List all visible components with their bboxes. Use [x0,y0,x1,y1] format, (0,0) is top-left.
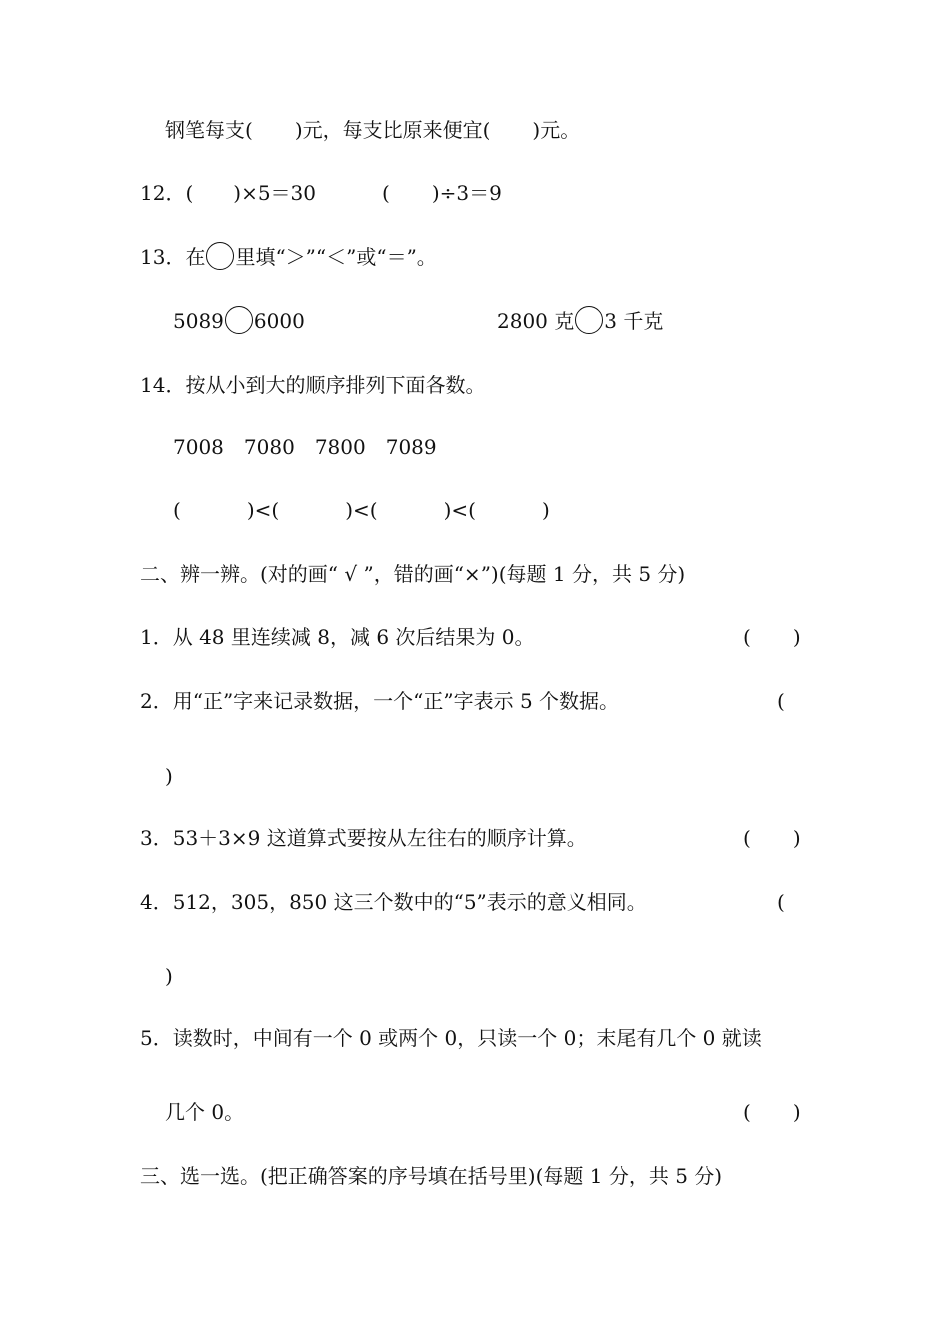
text: )<( [443,498,476,522]
circle-blank[interactable] [225,306,253,334]
judge-item-5-cont: 几个 0。 [165,1100,245,1124]
text: 6000 [253,309,305,333]
judge-item-2: 2．用“正”字来记录数据，一个“正”字表示 5 个数据。 [140,689,620,713]
text: )<( [345,498,378,522]
text: )×5＝30 [233,181,316,205]
judge-answer-3[interactable] [743,825,801,851]
judge-answer-2-close: ) [165,764,173,788]
question-14-numbers [173,434,437,460]
circle-blank[interactable] [575,306,603,334]
text: 13．在 [140,245,206,269]
text: )<( [246,498,280,522]
judge-item-1: 1．从 48 里连续减 8，减 6 次后结果为 0。 [140,625,535,649]
judge-answer-4-close: ) [165,964,173,988]
text: ) [792,1100,801,1124]
text: 里填“＞”“＜”或“＝”。 [235,245,437,269]
text: ( [743,1100,751,1124]
number: 7080 [243,435,295,459]
question-13-example-1 [173,308,305,334]
judge-answer-4-open[interactable]: ( [777,890,785,914]
number: 7008 [173,435,224,459]
section-3-title: 三、选一选。(把正确答案的序号填在括号里)(每题 1 分，共 5 分) [140,1164,723,1188]
question-11-continuation [165,117,580,143]
text: ) [541,498,550,522]
judge-answer-1[interactable] [743,624,801,650]
question-14-blanks [173,497,550,523]
text: ) [792,625,801,649]
section-2-title: 二、辨一辨。(对的画“ √ ”，错的画“×”)(每题 1 分，共 5 分) [140,562,686,586]
question-14: 14．按从小到大的顺序排列下面各数。 [140,373,486,397]
text: )÷3＝9 [431,181,502,205]
text: 5089 [173,309,224,333]
number: 7800 [314,435,366,459]
circle-blank[interactable] [206,242,234,270]
judge-answer-5[interactable] [743,1099,801,1125]
judge-item-5: 5．读数时，中间有一个 0 或两个 0，只读一个 0；末尾有几个 0 就读 [140,1026,762,1050]
text: 钢笔每支( [165,118,253,142]
text: ( [173,498,181,522]
text: 3 千克 [604,309,664,333]
judge-item-4: 4．512，305，850 这三个数中的“5”表示的意义相同。 [140,890,647,914]
question-13-example-2 [497,308,663,334]
number: 7089 [385,435,437,459]
text: 2800 克 [497,309,575,333]
text: 12．( [140,181,194,205]
question-13 [140,244,437,270]
text: ( [743,625,751,649]
text: ( [743,826,751,850]
text: )元，每支比原来便宜( [294,118,491,142]
judge-item-3: 3．53＋3×9 这道算式要按从左往右的顺序计算。 [140,826,587,850]
judge-answer-2-open[interactable]: ( [777,689,785,713]
text: ( [382,181,390,205]
text: ) [792,826,801,850]
question-12 [140,180,502,206]
text: )元。 [532,118,581,142]
